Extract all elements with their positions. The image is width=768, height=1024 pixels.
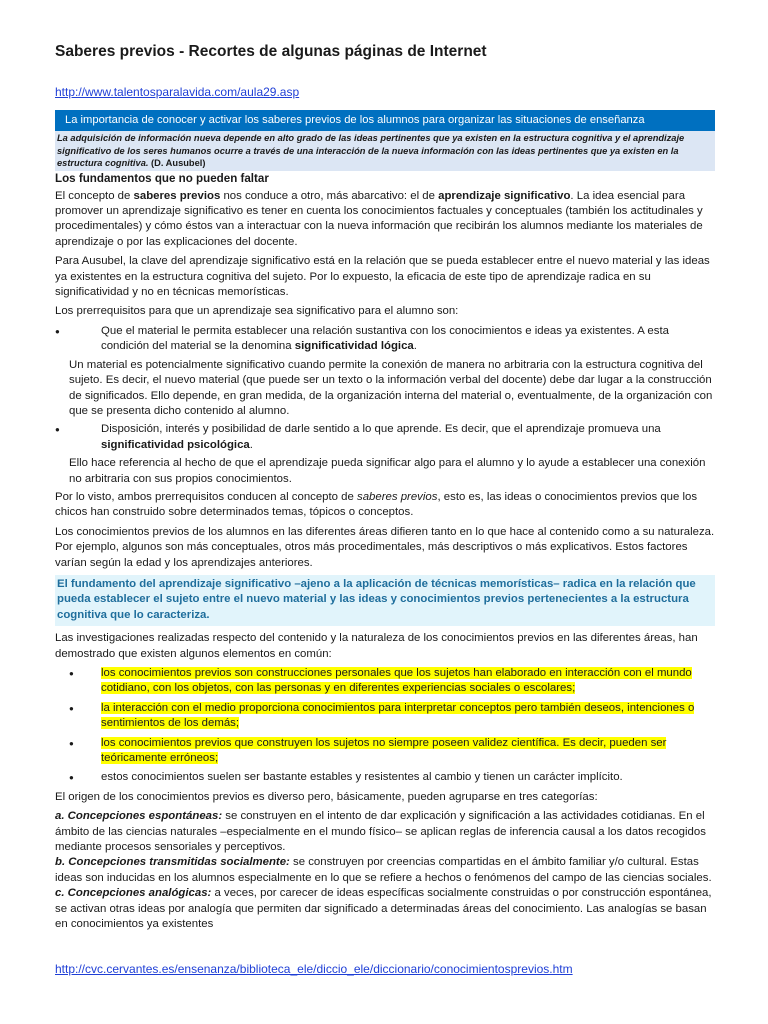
list-item-text <box>69 770 715 785</box>
list-item <box>55 422 715 453</box>
list-item-text <box>101 324 715 355</box>
category-label: a. Concepciones espontáneas: <box>55 810 223 823</box>
list-item-text <box>69 736 715 767</box>
paragraph-prerequisites: Los prerrequisitos para que un aprendizaje sea significativo para el alumno son: <box>55 305 459 318</box>
list-item-body: Un material es potencialmente significativo cuando permite la conexión de manera no arbitraria con la estructura cognitiva del sujeto. Es decir, el nuevo material (que puede ser un texto o la información verbal del docente) debe dar lugar a la construcción de significados. Ello depende, en gran medida, de la organización interna del material o, eventualmente, de la organización con que se presenta dicho contenido al alumno. <box>69 358 713 417</box>
italic-term: saberes previos <box>357 490 438 503</box>
category-label: c. Concepciones analógicas: <box>55 887 212 900</box>
paragraph-origin: El origen de los conocimientos previos es diverso pero, básicamente, pueden agruparse en tres categorías: <box>55 790 598 803</box>
list-item <box>55 701 715 732</box>
bullet-icon: ● <box>69 669 74 678</box>
list-item <box>55 324 715 355</box>
category-item <box>55 855 715 886</box>
category-item <box>55 809 715 855</box>
source-link-top[interactable]: http://www.talentosparalavida.com/aula29.asp <box>55 85 300 99</box>
highlight-box: El fundamento del aprendizaje significativo –ajeno a la aplicación de técnicas memorísticas– radica en la relación que pueda establecer el sujeto entre el nuevo material y las ideas y conocimientos previos pertenecientes a la estructura cognitiva que lo caracteriza. <box>55 575 715 626</box>
list-item <box>55 770 715 785</box>
list-item-body: Ello hace referencia al hecho de que el aprendizaje pueda significar algo para el alumno y lo ayude a establecer una conexión no arbitraria con sus propios conocimientos. <box>69 457 706 485</box>
quote-text: La adquisición de información nueva depende en alto grado de las ideas pertinentes que ya existen en la estructura cognitiva y el aprendizaje significativo de los seres humanos ocurre a través de una interacción de la nueva información con las ideas pertinentes que ya existen en la estructura cognitiva. <box>57 133 685 169</box>
document-page <box>55 42 715 977</box>
bullet-icon: ● <box>69 773 74 783</box>
list-item <box>55 666 715 697</box>
list-item-text <box>69 666 715 697</box>
page-title: Saberes previos - Recortes de algunas páginas de Internet <box>55 43 487 60</box>
paragraph-areas: Los conocimientos previos de los alumnos en las diferentes áreas difieren tanto en lo que hace al contenido como a su naturaleza. Por ejemplo, algunos son más conceptuales, otros más procedimentales, más descriptivos o más explicativos. Estos factores varían según la edad y los aprendizajes anteriores. <box>55 525 715 569</box>
list-item-text <box>101 422 715 453</box>
text-run: . <box>413 340 417 353</box>
text-run: El concepto de <box>55 189 134 202</box>
highlighted-text: los conocimientos previos que construyen los sujetos no siempre poseen validez científica. Es decir, pueden ser teóricamente erróneos; <box>101 736 667 765</box>
paragraph-ausubel: Para Ausubel, la clave del aprendizaje significativo está en la relación que se pueda establecer entre el nuevo material y las ideas ya existentes en la estructura cognitiva del sujeto. Por lo expuesto, la eficacia de este tipo de aprendizaje radica en su significatividad y no en técnicas memorísticas. <box>55 255 710 299</box>
highlighted-text: la interacción con el medio proporciona conocimientos para interpretar conceptos pero también deseos, intenciones o sentimientos de los demás; <box>101 701 695 730</box>
text-run: . <box>249 438 253 451</box>
bullet-icon: ● <box>69 703 74 713</box>
list-item-text <box>69 701 715 732</box>
text-run: nos conduce a otro, más abarcativo: el de <box>220 189 439 202</box>
bold-term: aprendizaje significativo <box>438 189 571 202</box>
category-text: se construyen por creencias compartidas en el ámbito familiar y/o cultural. Estas ideas son inducidas en los alumnos especialmente en lo que se refiere a hechos o fenómenos del campo de las ciencias sociales. <box>55 856 712 884</box>
section-banner: La importancia de conocer y activar los saberes previos de los alumnos para organizar las situaciones de enseñanza <box>55 110 715 131</box>
source-link-bottom[interactable]: http://cvc.cervantes.es/ensenanza/biblioteca_ele/diccio_ele/diccionario/conocimientosprevios.htm <box>55 961 573 976</box>
quote-author: (D. Ausubel) <box>151 158 206 169</box>
bold-term: significatividad psicológica <box>101 438 250 451</box>
text-run: Que el material le permita establecer una relación sustantiva con los conocimientos e ideas ya existentes. A esta condición del material se la denomina <box>101 324 669 353</box>
bullet-icon: ● <box>55 326 60 336</box>
ausubel-quote <box>55 131 715 170</box>
bullet-icon: ● <box>69 738 74 748</box>
category-text: se construyen en el intento de dar explicación y significación a las actividades cotidianas. En el ámbito de las ciencias naturales –especialmente en el mundo físico– se aplican reglas de inferencia causal a los datos recogidos mediante procesos sensoriales y perceptivos. <box>55 810 706 854</box>
text-run: , esto es, las ideas o conocimientos previos que los chicos han construido sobre determinados temas, tópicos o conceptos. <box>55 490 698 519</box>
category-label: b. Concepciones transmitidas socialmente: <box>55 856 290 869</box>
section-heading: Los fundamentos que no pueden faltar <box>55 171 269 185</box>
text-run: . La idea esencial para promover un aprendizaje significativo es tener en cuenta los conocimientos factuales y conceptuales (también los actitudinales y procedimentales) y cómo éstos van a interactuar con la nueva información que recibirán los alumnos mediante los materiales de aprendizaje o por las explicaciones del docente. <box>55 189 703 248</box>
list-item <box>55 736 715 767</box>
text-run: Por lo visto, ambos prerrequisitos conducen al concepto de <box>55 490 358 503</box>
bullet-icon: ● <box>55 425 60 435</box>
list-item-text: estos conocimientos suelen ser bastante estables y resistentes al cambio y tienen un carácter implícito. <box>101 771 623 784</box>
paragraph-saberes <box>55 490 715 521</box>
highlighted-text: los conocimientos previos son construcciones personales que los sujetos han elaborado en interacción con el mundo cotidiano, con los objetos, con las personas y en diferentes experiencias sociales o escolares; <box>101 667 692 695</box>
bold-term: saberes previos <box>133 189 221 202</box>
bold-term: significatividad lógica <box>294 340 414 353</box>
text-run: Disposición, interés y posibilidad de darle sentido a lo que aprende. Es decir, que el aprendizaje promueva una <box>101 423 661 436</box>
category-item <box>55 886 715 932</box>
paragraph-research: Las investigaciones realizadas respecto del contenido y la naturaleza de los conocimientos previos en las diferentes áreas, han demostrado que existen algunos elementos en común: <box>55 632 698 660</box>
category-text: a veces, por carecer de ideas específicas socialmente construidas o por construcción espontánea, se activan otras ideas por analogía que permiten dar significado a determinadas áreas del conocimiento. Las analogías se basan en conocimientos ya existentes <box>55 887 712 931</box>
paragraph-concept <box>55 189 715 251</box>
